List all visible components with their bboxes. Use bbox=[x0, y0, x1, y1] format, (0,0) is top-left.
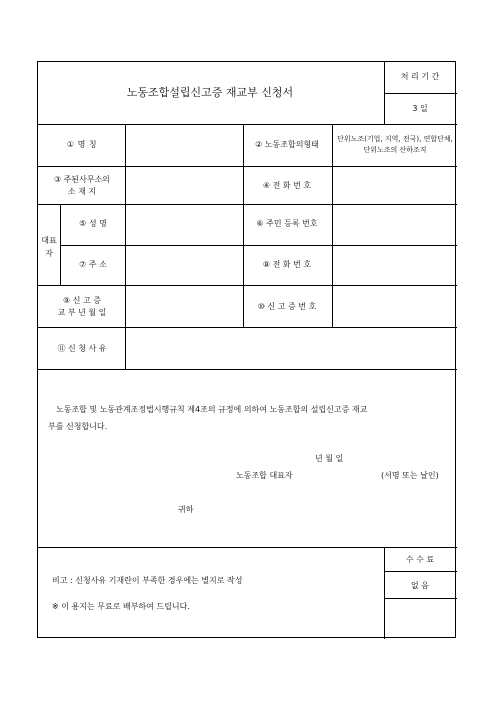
processing-period-label: 처 리 기 간 bbox=[400, 72, 440, 81]
cert-no-label: ⑩ 신 고 증 번 호 bbox=[257, 302, 317, 311]
divider bbox=[60, 204, 61, 285]
office-label-2: 소 재 지 bbox=[67, 187, 97, 196]
rep-name-label: ⑤ 성 명 bbox=[79, 219, 107, 228]
resident-no-field[interactable] bbox=[333, 205, 456, 244]
application-form bbox=[37, 61, 456, 638]
representative-label-1: 대표 bbox=[41, 236, 57, 245]
processing-period-value: 3 일 bbox=[412, 104, 428, 113]
divider bbox=[38, 124, 457, 125]
fee-value: 없 음 bbox=[411, 581, 429, 590]
cert-date-label-2: 교 부 년 월 일 bbox=[57, 308, 107, 317]
phone-field[interactable] bbox=[333, 167, 456, 203]
name-field[interactable] bbox=[126, 125, 242, 165]
recipient: 귀하 bbox=[178, 505, 194, 514]
rep-phone-field[interactable] bbox=[333, 246, 456, 284]
office-label-1: ③ 주된사무소의 bbox=[53, 175, 111, 184]
rep-name-field[interactable] bbox=[126, 205, 242, 244]
office-address-field[interactable] bbox=[126, 167, 242, 203]
divider bbox=[38, 547, 457, 548]
divider bbox=[384, 93, 457, 94]
rep-address-label: ⑦ 주 소 bbox=[79, 260, 107, 269]
statement-line-2: 부를 신청합니다. bbox=[48, 422, 108, 431]
name-label: ① 명 칭 bbox=[66, 140, 98, 149]
reason-label: ⑪ 신 청 사 유 bbox=[57, 344, 107, 353]
date-line: 년 월 일 bbox=[315, 454, 344, 463]
cert-date-field[interactable] bbox=[126, 286, 242, 326]
union-type-label: ② 노동조합의형태 bbox=[255, 140, 319, 149]
signature-hint: (서명 또는 날인) bbox=[381, 471, 439, 480]
divider bbox=[38, 369, 457, 370]
rep-phone-label: ⑧ 전 화 번 호 bbox=[262, 260, 312, 269]
divider bbox=[384, 547, 385, 639]
cert-no-field[interactable] bbox=[333, 286, 456, 326]
note-2: ※ 이 용지는 무료로 배부하여 드립니다. bbox=[52, 602, 190, 611]
form-title: 노동조합설립신고증 재교부 신청서 bbox=[126, 86, 294, 99]
representative-label-2: 자 bbox=[45, 249, 53, 258]
rep-address-field[interactable] bbox=[126, 246, 242, 284]
divider bbox=[243, 124, 244, 327]
union-type-value-2: 단위노조의 산하조직 bbox=[363, 146, 427, 154]
note-1: 비고 : 신청사유 기재란이 부족한 경우에는 별지로 작성 bbox=[52, 576, 243, 585]
applicant-label: 노동조합 대표자 bbox=[236, 471, 293, 480]
divider bbox=[384, 571, 457, 572]
phone-label: ④ 전 화 번 호 bbox=[262, 181, 312, 190]
union-type-value-1: 단위노조(기업, 지역, 전국), 연합단체, bbox=[337, 135, 453, 143]
divider bbox=[384, 62, 385, 124]
fee-label: 수 수 료 bbox=[405, 555, 435, 564]
applicant-signature-field[interactable] bbox=[308, 466, 376, 482]
statement-line-1: 노동조합 및 노동관계조정법시행규칙 제4조의 규정에 의하여 노동조합의 설립신고증 재교 bbox=[56, 405, 368, 414]
cert-date-label-1: ⑨ 신 고 증 bbox=[63, 296, 101, 305]
reason-field[interactable] bbox=[126, 328, 456, 368]
resident-no-label: ⑥ 주민 등록 번호 bbox=[256, 219, 318, 228]
divider bbox=[384, 598, 457, 599]
